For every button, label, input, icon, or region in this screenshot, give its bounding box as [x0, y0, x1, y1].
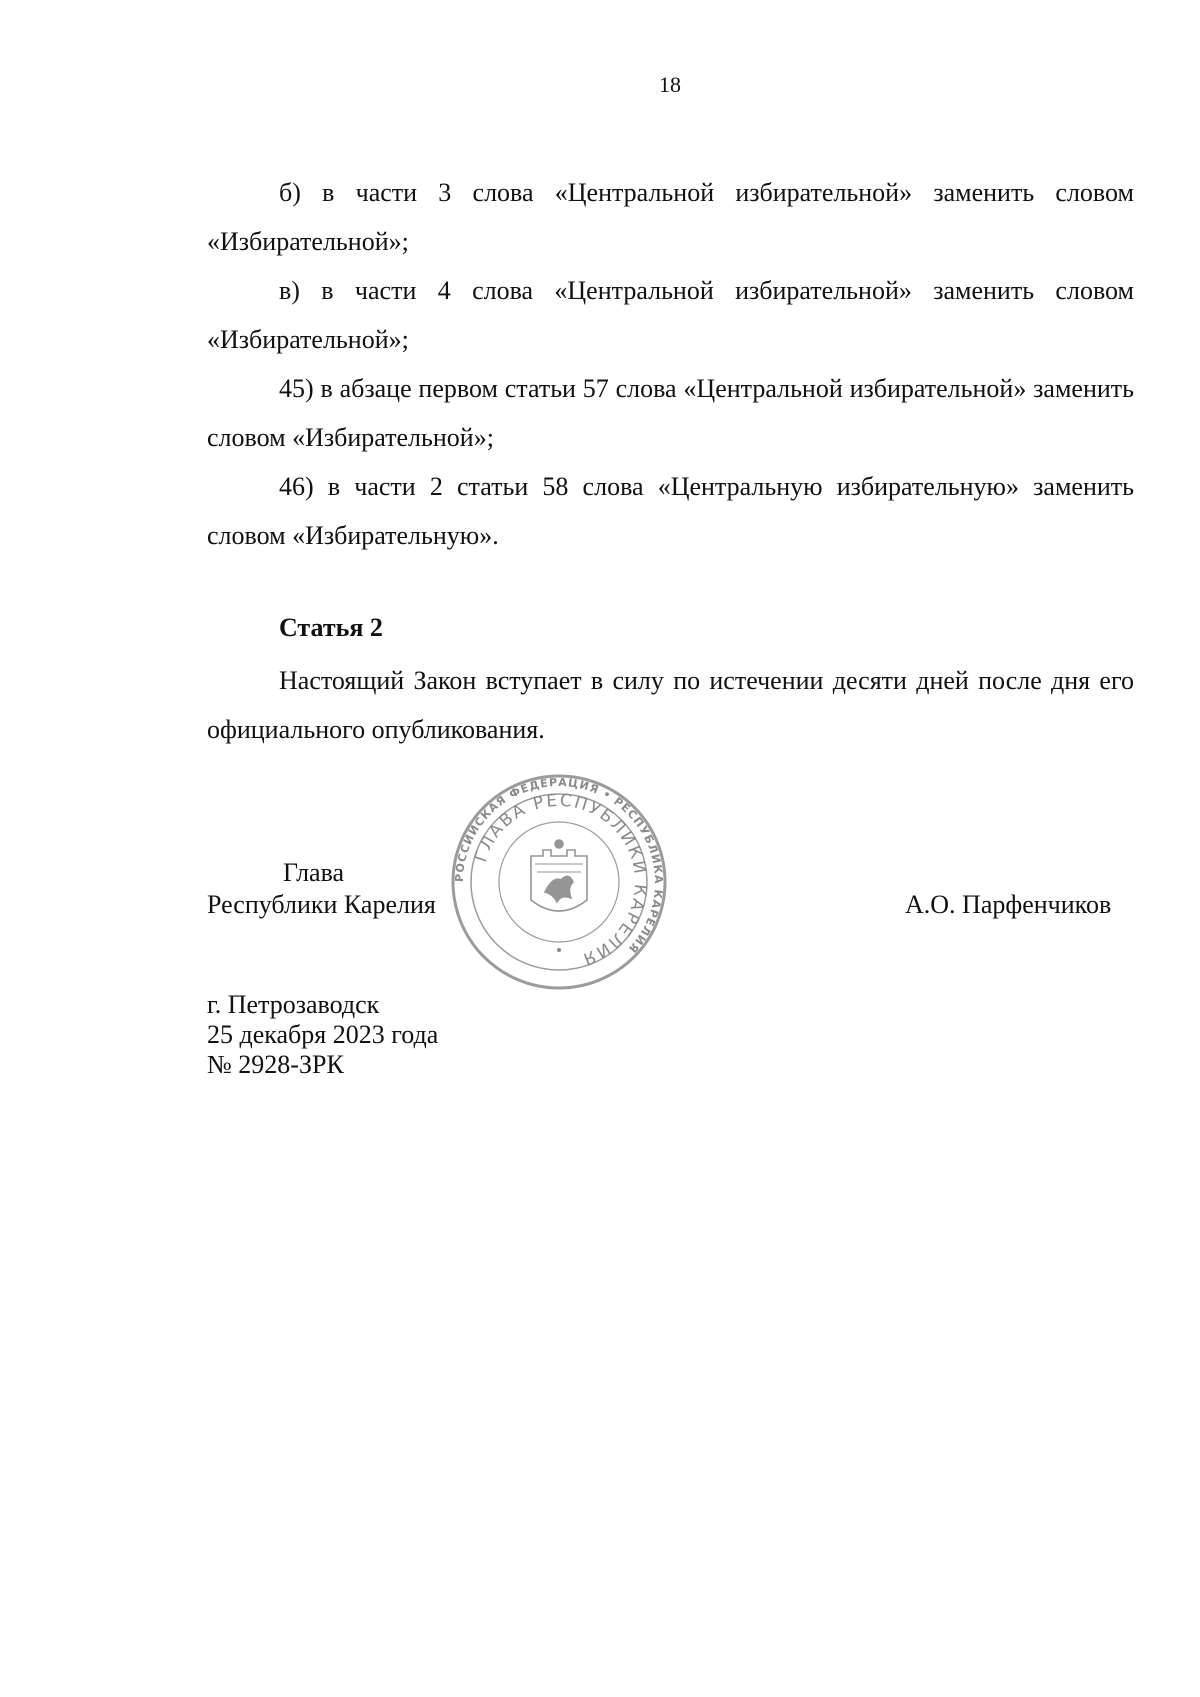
amendments-list	[207, 168, 1134, 560]
coat-of-arms-icon	[531, 840, 587, 911]
law-number: № 2928-ЗРК	[207, 1050, 344, 1079]
date: 25 декабря 2023 года	[207, 1020, 439, 1049]
place-date-block	[207, 990, 438, 1080]
official-seal	[449, 772, 669, 992]
article-paragraph: Настоящий Закон вступает в силу по истечении десяти дней после дня его официального опубликования.	[207, 666, 1134, 744]
amendment-item: б) в части 3 слова «Центральной избирательной» заменить словом «Избирательной»;	[207, 178, 1134, 256]
article-text-block	[207, 656, 1134, 754]
amendment-item: 46) в части 2 статьи 58 слова «Центральную избирательную» заменить словом «Избирательную».	[207, 472, 1134, 550]
page-number: 18	[659, 72, 681, 97]
amendment-item: 45) в абзаце первом статьи 57 слова «Центральной избирательной» заменить словом «Избирательной»;	[207, 374, 1134, 452]
signature-name: А.О. Парфенчиков	[905, 890, 1112, 919]
signature-title: Глава	[283, 858, 345, 887]
seal-outer-text: РОССИЙСКАЯ ФЕДЕРАЦИЯ • РЕСПУБЛИКА КАРЕЛИЯ	[452, 775, 666, 956]
signature-organization: Республики Карелия	[207, 890, 436, 919]
city: г. Петрозаводск	[207, 990, 380, 1019]
amendment-item: в) в части 4 слова «Центральной избирательной» заменить словом «Избирательной»;	[207, 276, 1134, 354]
article-heading: Статья 2	[279, 613, 383, 642]
seal-inner-text: ГЛАВА РЕСПУБЛИКИ КАРЕЛИЯ	[470, 790, 651, 970]
